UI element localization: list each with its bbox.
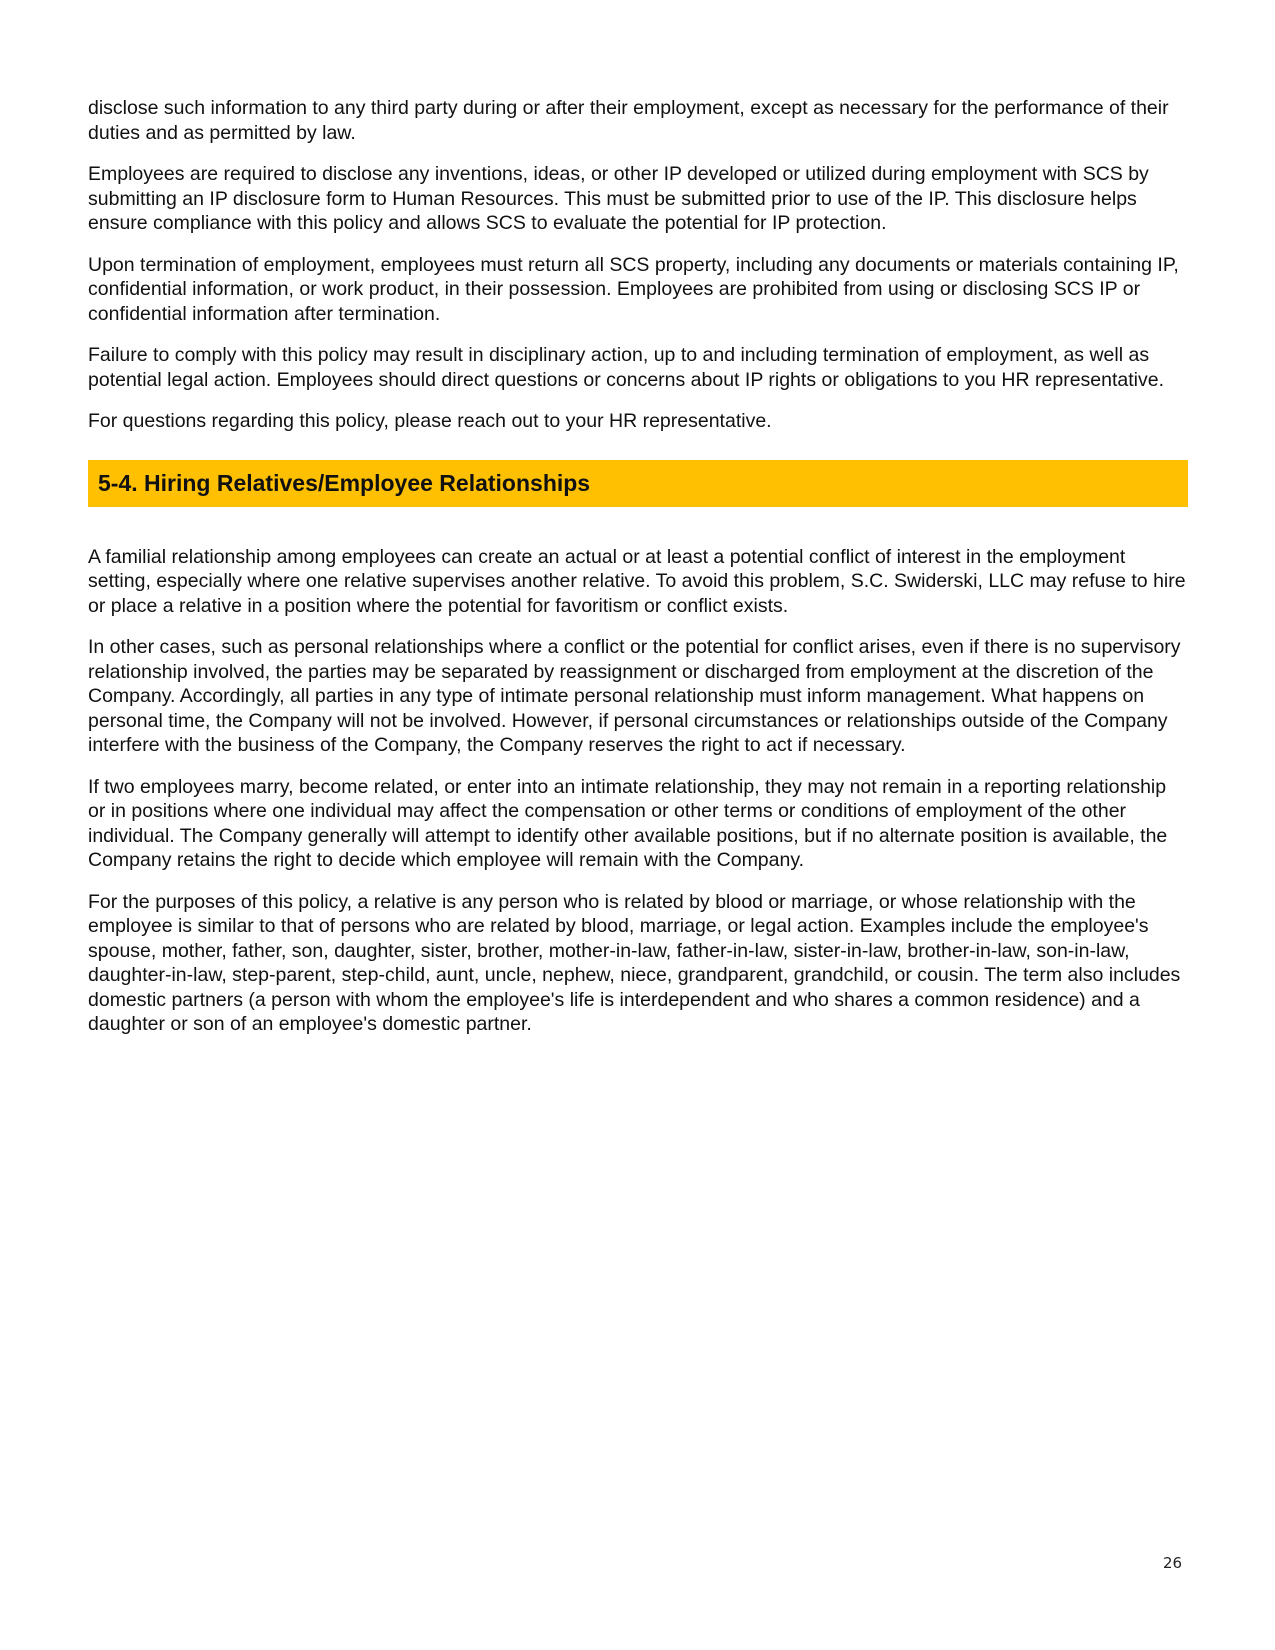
section-paragraph-4: For the purposes of this policy, a relative is any person who is related by blood or marriage, or whose relationship with the employee is similar to that of persons who are related by blood, marriage, or legal action. Examples include the employee's spouse, mother, father, son, daughter, sister, brother, mother-in-law, father-in-law, sister-in-law, brother-in-law, son-in-law, daughter-in-law, step-parent, step-child, aunt, uncle, nephew, niece, grandparent, grandchild, or cousin. The term also includes domestic partners (a person with whom the employee's life is interdependent and who shares a common residence) and a daughter or son of an employee's domestic partner. (88, 890, 1181, 1035)
intro-paragraph-1: disclose such information to any third party during or after their employment, except as necessary for the performance of their duties and as permitted by law. (88, 97, 1169, 144)
section-paragraph-3: If two employees marry, become related, or enter into an intimate relationship, they may not remain in a reporting relationship or in positions where one individual may affect the compensation or other terms or conditions of employment of the other individual. The Company generally will attempt to identify other available positions, but if no alternate position is available, the Company retains the right to decide which employee will remain with the Company. (88, 775, 1168, 871)
intro-paragraph-4: Failure to comply with this policy may result in disciplinary action, up to and including termination of employment, as well as potential legal action. Employees should direct questions or concerns about IP rights or obligations to you HR representative. (88, 344, 1165, 391)
intro-paragraph-3: Upon termination of employment, employees must return all SCS property, including any documents or materials containing IP, confidential information, or work product, in their possession. Employees are prohibited from using or disclosing SCS IP or confidential information after termination. (88, 253, 1179, 325)
intro-paragraph-2: Employees are required to disclose any inventions, ideas, or other IP developed or utilized during employment with SCS by submitting an IP disclosure form to Human Resources. This must be submitted prior to use of the IP. This disclosure helps ensure compliance with this policy and allows SCS to evaluate the potential for IP protection. (88, 163, 1149, 234)
document-page (88, 96, 1188, 1054)
section-header-bar (88, 460, 1188, 507)
intro-paragraph-5: For questions regarding this policy, please reach out to your HR representative. (88, 410, 772, 432)
section-paragraph-1: A familial relationship among employees can create an actual or at least a potential conflict of interest in the employment setting, especially where one relative supervises another relative. To avoid this problem, S.C. Swiderski, LLC may refuse to hire or place a relative in a position where the potential for favoritism or conflict exists. (88, 545, 1186, 617)
page-number: 26 (1163, 1554, 1183, 1572)
section-title: 5-4. Hiring Relatives/Employee Relationships (98, 469, 591, 496)
section-paragraph-2: In other cases, such as personal relationships where a conflict or the potential for conflict arises, even if there is no supervisory relationship involved, the parties may be separated by reassignment or discharged from employment at the discretion of the Company. Accordingly, all parties in any type of intimate personal relationship must inform management. What happens on personal time, the Company will not be involved. However, if personal circumstances or relationships outside of the Company interfere with the business of the Company, the Company reserves the right to act if necessary. (88, 636, 1181, 756)
